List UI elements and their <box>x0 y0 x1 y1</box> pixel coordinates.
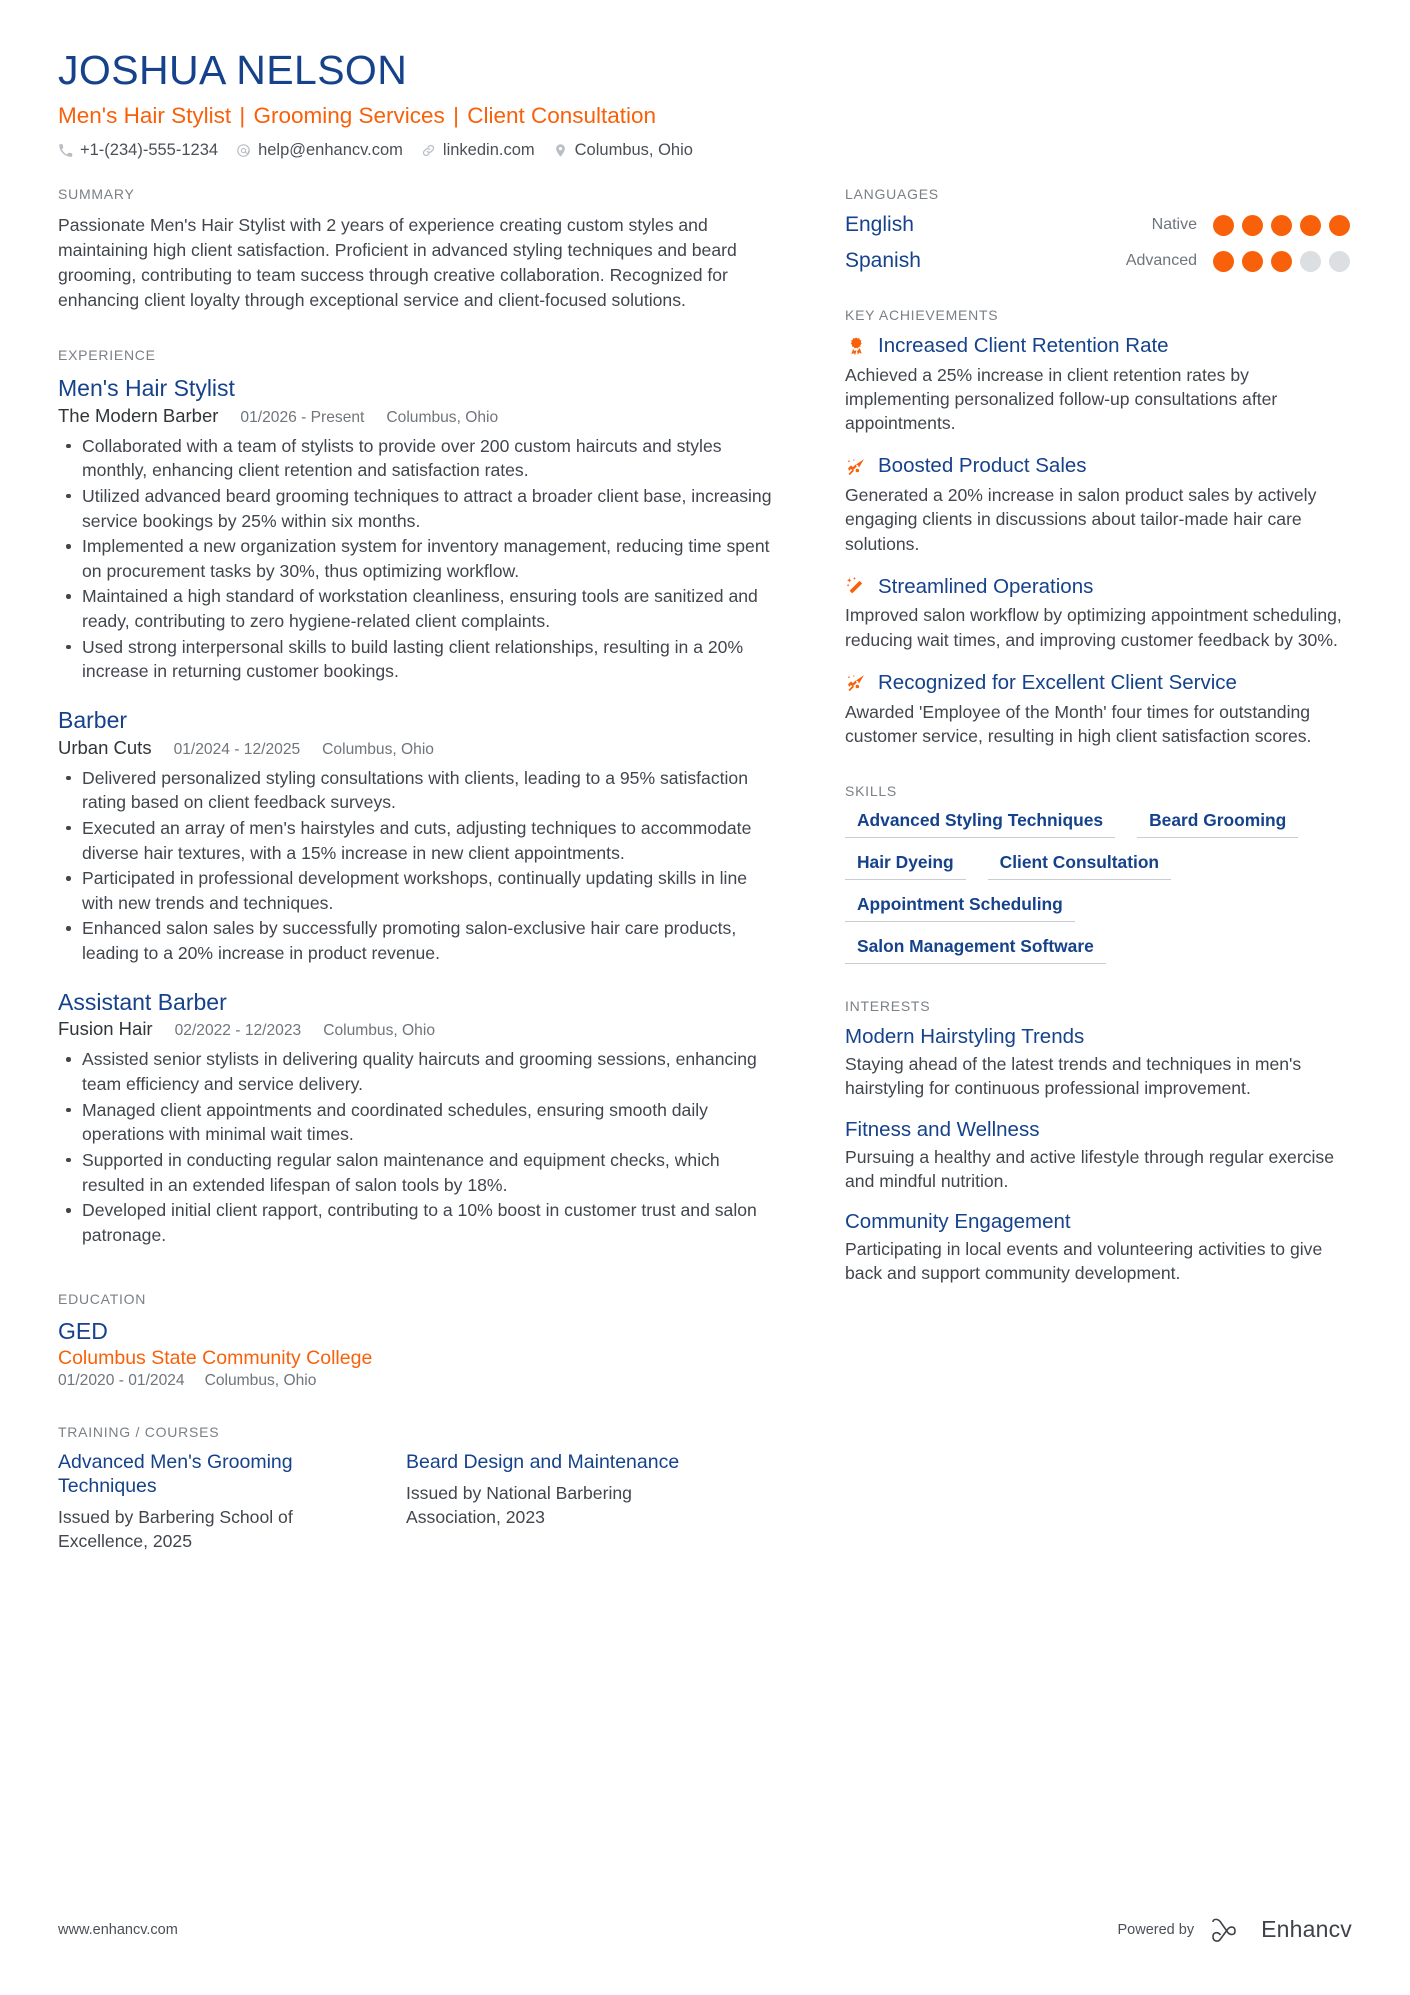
headline-separator-1: | <box>239 102 246 128</box>
interest-item <box>845 1025 1350 1101</box>
interest-description: Staying ahead of the latest trends and techniques in men's hairstyling for continuous professional improvement. <box>845 1054 1302 1099</box>
job-meta <box>58 737 783 759</box>
footer-powered-by-label: Powered by <box>1117 1921 1195 1938</box>
language-rating-dots <box>1213 251 1350 272</box>
skill-tag: Salon Management Software <box>845 936 1106 964</box>
email-icon <box>236 143 251 158</box>
job-title: Men's Hair Stylist <box>58 374 235 401</box>
course-name: Beard Design and Maintenance <box>406 1451 680 1474</box>
job-dates: 01/2024 - 12/2025 <box>173 740 301 758</box>
job-bullets <box>58 434 783 684</box>
experience-item <box>58 706 783 966</box>
education-school: Columbus State Community College <box>58 1347 373 1370</box>
achievement-title: Streamlined Operations <box>878 574 1094 598</box>
achievement-description: Awarded 'Employee of the Month' four times for outstanding customer service, resulting in high client satisfaction scores. <box>845 701 1312 746</box>
language-item <box>845 249 1350 273</box>
achievement-head <box>845 334 1350 359</box>
job-dates: 01/2026 - Present <box>240 408 365 426</box>
course-item <box>406 1451 706 1553</box>
section-courses <box>58 1424 783 1553</box>
interest-item <box>845 1210 1350 1286</box>
contact-email <box>236 141 403 160</box>
rating-dot <box>1271 215 1292 236</box>
interest-title: Fitness and Wellness <box>845 1117 1040 1141</box>
headline-part-3: Client Consultation <box>467 102 657 128</box>
achievement-title: Boosted Product Sales <box>878 454 1087 478</box>
job-bullets <box>58 1047 783 1247</box>
achievement-item <box>845 575 1350 652</box>
interest-description: Participating in local events and volunteering activities to give back and support community development. <box>845 1239 1323 1284</box>
headline-separator-2: | <box>453 102 459 128</box>
course-item <box>58 1451 358 1553</box>
job-bullets <box>58 766 783 966</box>
job-company: Fusion Hair <box>58 1018 153 1040</box>
achievement-title: Recognized for Excellent Client Service <box>878 670 1237 694</box>
language-name: English <box>845 213 914 237</box>
resume-header <box>58 48 1352 160</box>
section-achievements <box>845 307 1350 748</box>
job-bullet: Executed an array of men's hairstyles and cuts, adjusting techniques to accommodate diverse hair textures, with a 15% increase in new client appointments. <box>58 816 783 865</box>
interest-description: Pursuing a healthy and active lifestyle through regular exercise and mindful nutrition. <box>845 1146 1334 1191</box>
job-company: Urban Cuts <box>58 736 152 758</box>
achievement-head <box>845 575 1350 600</box>
professional-headline <box>58 102 1352 130</box>
job-company: The Modern Barber <box>58 404 219 426</box>
rating-dot <box>1242 215 1263 236</box>
job-meta <box>58 1018 783 1040</box>
job-meta <box>58 405 783 427</box>
location-pin-icon <box>553 143 568 158</box>
summary-section-label: SUMMARY <box>58 186 135 203</box>
language-level: Native <box>1151 216 1197 234</box>
language-item <box>845 213 1350 237</box>
course-issuer: Issued by National Barbering Association, 2023 <box>406 1483 632 1527</box>
job-bullet: Delivered personalized styling consultations with clients, leading to a 95% satisfaction rating based on client feedback surveys. <box>58 766 783 815</box>
skill-tag: Beard Grooming <box>1137 810 1298 838</box>
job-title: Barber <box>58 706 128 733</box>
job-dates: 02/2022 - 12/2023 <box>174 1022 302 1040</box>
education-section-label: EDUCATION <box>58 1291 147 1308</box>
rating-dot <box>1329 251 1350 272</box>
rating-dot <box>1213 215 1234 236</box>
section-interests <box>845 998 1350 1286</box>
job-bullet: Collaborated with a team of stylists to provide over 200 custom haircuts and styles monthly, enhancing client retention and satisfaction rates. <box>58 434 783 483</box>
course-issuer: Issued by Barbering School of Excellence, 2025 <box>58 1506 293 1551</box>
job-bullet: Enhanced salon sales by successfully promoting salon-exclusive hair care products, leading to a 20% increase in product revenue. <box>58 916 783 965</box>
achievement-item <box>845 454 1350 555</box>
contact-row <box>58 141 1352 160</box>
section-summary <box>58 186 783 313</box>
award-medal-icon <box>845 335 867 357</box>
skill-tag: Advanced Styling Techniques <box>845 810 1115 838</box>
languages-section-label: LANGUAGES <box>845 186 939 203</box>
contact-location <box>553 141 693 160</box>
job-location: Columbus, Ohio <box>386 408 499 426</box>
education-meta <box>58 1372 783 1390</box>
rating-dot <box>1242 251 1263 272</box>
interest-item <box>845 1118 1350 1194</box>
page-title: JOSHUA NELSON <box>58 47 408 93</box>
phone-icon <box>58 143 73 158</box>
contact-location-text: Columbus, Ohio <box>574 141 693 160</box>
contact-phone-text: +1-(234)-555-1234 <box>80 141 219 160</box>
language-rating-dots <box>1213 215 1350 236</box>
job-bullet: Implemented a new organization system for inventory management, reducing time spent on procurement tasks by 30%, thus optimizing workflow. <box>58 534 783 583</box>
magic-wand-icon <box>845 576 867 598</box>
interests-section-label: INTERESTS <box>845 998 931 1015</box>
course-name: Advanced Men's Grooming Techniques <box>58 1451 293 1498</box>
summary-text: Passionate Men's Hair Stylist with 2 years of experience creating custom styles and maintaining high client satisfaction. Proficient in advanced styling techniques and beard grooming, contributing to team success through creative collaboration. Recognized for enhancing client loyalty through exceptional service and client-focused solutions. <box>58 215 737 310</box>
job-bullet: Maintained a high standard of workstation cleanliness, ensuring tools are sanitized and ready, contributing to zero hygiene-related client complaints. <box>58 584 783 633</box>
achievement-head <box>845 454 1350 479</box>
language-level: Advanced <box>1125 252 1197 270</box>
growth-arrow-icon <box>845 456 867 478</box>
rating-dot <box>1271 251 1292 272</box>
experience-item <box>58 988 783 1248</box>
achievement-title: Increased Client Retention Rate <box>878 334 1169 358</box>
right-column <box>845 186 1350 1303</box>
skills-section-label: SKILLS <box>845 783 897 800</box>
headline-part-1: Men's Hair Stylist <box>58 102 232 128</box>
job-bullet: Participated in professional development workshops, continually updating skills in line with new trends and techniques. <box>58 866 783 915</box>
education-degree: GED <box>58 1318 108 1345</box>
section-skills <box>845 783 1350 964</box>
experience-section-label: EXPERIENCE <box>58 346 156 363</box>
language-name: Spanish <box>845 249 921 273</box>
footer-website[interactable]: www.enhancv.com <box>58 1921 178 1938</box>
interest-title: Modern Hairstyling Trends <box>845 1025 1085 1049</box>
achievement-item <box>845 334 1350 435</box>
section-experience <box>58 347 783 1248</box>
rating-dot <box>1300 215 1321 236</box>
rating-dot <box>1329 215 1350 236</box>
achievement-description: Generated a 20% increase in salon product sales by actively engaging clients in discussions about tailor-made hair care solutions. <box>845 485 1317 554</box>
section-languages <box>845 186 1350 273</box>
content-columns <box>58 186 1352 1559</box>
job-bullet: Assisted senior stylists in delivering quality haircuts and grooming sessions, enhancing team efficiency and service delivery. <box>58 1047 783 1096</box>
enhancv-brand <box>1210 1916 1352 1943</box>
contact-email-text: help@enhancv.com <box>258 141 403 160</box>
achievement-head <box>845 671 1350 696</box>
education-location: Columbus, Ohio <box>204 1372 317 1390</box>
courses-grid <box>58 1451 783 1553</box>
achievement-description: Improved salon workflow by optimizing appointment scheduling, reducing wait times, and improving customer feedback by 30%. <box>845 605 1342 650</box>
footer-branding <box>1118 1916 1353 1943</box>
job-bullet: Developed initial client rapport, contributing to a 10% boost in customer trust and salon patronage. <box>58 1198 783 1247</box>
job-location: Columbus, Ohio <box>323 1022 435 1040</box>
contact-phone <box>58 141 218 160</box>
enhancv-wordmark: Enhancv <box>1261 1916 1352 1942</box>
achievement-item <box>845 671 1350 748</box>
skill-tag: Hair Dyeing <box>845 852 966 880</box>
job-bullet: Supported in conducting regular salon maintenance and equipment checks, which resulted in an extended lifespan of salon tools by 18%. <box>58 1148 783 1197</box>
skill-tag: Appointment Scheduling <box>845 894 1075 922</box>
job-bullet: Used strong interpersonal skills to build lasting client relationships, resulting in a 20% increase in returning customer bookings. <box>58 635 783 684</box>
rating-dot <box>1213 251 1234 272</box>
contact-link <box>421 141 535 160</box>
section-education <box>58 1291 783 1390</box>
achievements-section-label: KEY ACHIEVEMENTS <box>845 307 999 324</box>
job-title: Assistant Barber <box>58 988 227 1015</box>
education-item <box>58 1318 783 1390</box>
skill-tag: Client Consultation <box>988 852 1171 880</box>
page-footer <box>58 1916 1352 1943</box>
job-location: Columbus, Ohio <box>322 740 434 758</box>
education-dates: 01/2020 - 01/2024 <box>58 1372 185 1390</box>
achievement-description: Achieved a 25% increase in client retention rates by implementing personalized follow-up consultations after appointments. <box>845 364 1278 434</box>
experience-item <box>58 374 783 684</box>
enhancv-logo-icon <box>1210 1917 1252 1943</box>
left-column <box>58 186 783 1559</box>
rating-dot <box>1300 251 1321 272</box>
courses-section-label: TRAINING / COURSES <box>58 1424 220 1441</box>
headline-part-2: Grooming Services <box>253 102 445 128</box>
job-bullet: Utilized advanced beard grooming techniques to attract a broader client base, increasing service bookings by 25% within six months. <box>58 484 783 533</box>
job-bullet: Managed client appointments and coordinated schedules, ensuring smooth daily operations with minimal wait times. <box>58 1098 783 1147</box>
growth-arrow-icon <box>845 672 867 694</box>
link-icon <box>421 143 436 158</box>
skills-list <box>845 810 1350 964</box>
contact-link-text: linkedin.com <box>442 141 535 160</box>
interest-title: Community Engagement <box>845 1210 1071 1234</box>
